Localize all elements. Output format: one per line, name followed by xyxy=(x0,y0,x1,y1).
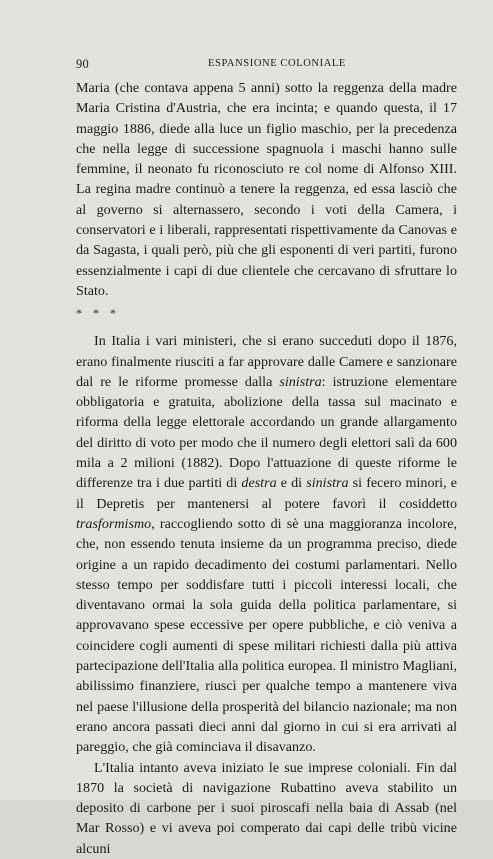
paragraph-colonial-enterprises: L'Italia intanto aveva iniziato le sue imprese coloniali. Fin dal 1870 la società di navigazione Rubattino aveva stabilito un deposito di carbone per i suoi piroscafi nella baia di Assab (nel Mar Rosso) e vi aveva poi comperato dai capi delle tribù vicine alcuni xyxy=(76,759,457,857)
page-number: 90 xyxy=(76,57,90,71)
emphasis-trasformismo: trasformismo xyxy=(76,515,152,532)
emphasis-sinistra: sinistra xyxy=(306,475,349,492)
paragraph-spain-regency: Maria (che contava appena 5 anni) sotto la reggenza della madre Maria Cristina d'Austria, che era incinta; e quando questa, il 17 maggio 1886, diede alla luce un figlio maschio, per la precedenza che nella legge di successione spagnuola i maschi hanno sulle femmine, il neonato fu riconosciuto re col nome di Alfonso XIII. La regina madre continuò a tenere la reggenza, ed essa lasciò che al governo si alternassero, secondo i voti della Camera, i conservatori e i liberali, rappresentati rispettivamente da Canovas e da Sagasta, i quali però, più che gli esponenti di veri partiti, furono essenzialmente i capi di due clientele che cercavano di sfruttare lo Stato. xyxy=(76,80,457,299)
emphasis-destra: destra xyxy=(241,475,277,492)
page-header xyxy=(76,57,457,73)
section-separator: * * * xyxy=(76,306,120,321)
emphasis-sinistra: sinistra xyxy=(279,373,322,390)
running-title: ESPANSIONE COLONIALE xyxy=(208,58,346,69)
body-text xyxy=(76,78,457,859)
paragraph-italy-reforms: In Italia i vari ministeri, che si erano succeduti dopo il 1876, erano finalmente riusciti a far approvare dalle Camere e sanzionare dal re le riforme promesse dalla sinistra: istruzione elementare obbligatoria e gratuita, abolizione della tassa sul macinato e riforma della legge elettorale accordando un grande allargamento del diritto di voto per modo che il numero degli elettori salì da 600 mila a 2 milioni (1882). Dopo l'attuazione di queste riforme le differenze tra i due partiti di destra e di sinistra si fecero minori, e il Depretis per mantenersi al potere favorì il cosiddetto trasformismo, raccogliendo sotto di sè una maggioranza incolore, che, non essendo tenuta insieme da un programma preciso, diede origine a un rapido decadimento dei costumi parlamentari. Nello stesso tempo per soddisfare tutti i piccoli interessi locali, che diventavano ormai la sola guida della politica parlamentare, si approvavano spese eccessive per opere pubbliche, e ciò veniva a coincidere cogli aumenti di spese militari richiesti dalla più attiva partecipazione dell'Italia alla politica europea. Il ministro Magliani, abilissimo finanziere, riuscì per qualche tempo a mantenere viva nel paese l'illusione della prosperità del bilancio nazionale; ma non erano ancora passati dieci anni dal giorno in cui si era arrivati al pareggio, che già cominciava il disavanzo. xyxy=(76,333,458,756)
